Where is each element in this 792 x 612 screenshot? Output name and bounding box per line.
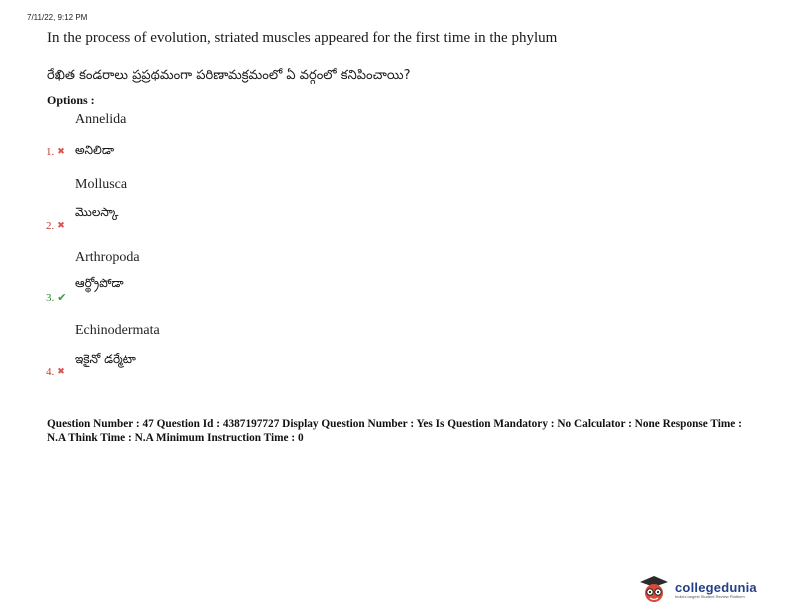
cross-icon: ✖ (57, 147, 65, 157)
option-3-number (46, 291, 66, 304)
option-3-english: Arthropoda (75, 250, 140, 265)
option-4-telugu: ఇకైనో డర్మేటా (75, 352, 136, 366)
option-number-label: 4. (46, 366, 55, 378)
option-1-number (46, 146, 65, 158)
question-text-telugu: రేఖిత కండరాలు ప్రప్రథమంగా పరిణామక్రమంలో ఏ వర్గంలో కనిపించాయి? (47, 68, 411, 83)
option-number-label: 1. (46, 146, 55, 158)
options-heading: Options : (47, 93, 95, 107)
option-2-telugu: మొలస్కా (75, 205, 119, 219)
option-3-telugu: ఆర్థ్రోపోడా (75, 276, 124, 290)
cross-icon: ✖ (57, 367, 65, 377)
print-timestamp: 7/11/22, 9:12 PM (27, 13, 88, 22)
brand-name: collegedunia (675, 579, 757, 595)
option-1-english: Annelida (75, 112, 127, 127)
option-number-label: 2. (46, 220, 55, 232)
option-2-english: Mollusca (75, 177, 128, 192)
question-metadata: Question Number : 47 Question Id : 4387197727 Display Question Number : Yes Is Question Mandatory : No Calculator : None Response Time : N.A Think Time : N.A Minimum Instruction Time : 0 (47, 418, 742, 444)
cross-icon: ✖ (57, 221, 65, 231)
graduate-mascot-icon (636, 575, 672, 603)
option-number-label: 3. (46, 291, 55, 304)
collegedunia-logo (636, 575, 757, 603)
checkmark-icon: ✔ (57, 291, 67, 304)
brand-tagline: India's largest Student Review Platform (675, 593, 745, 599)
option-1-telugu: అనిలిడా (75, 143, 115, 157)
option-4-number (46, 366, 65, 378)
question-text-english: In the process of evolution, striated muscles appeared for the first time in the phylum (47, 30, 558, 46)
option-2-number (46, 220, 65, 232)
option-4-english: Echinodermata (75, 323, 160, 338)
